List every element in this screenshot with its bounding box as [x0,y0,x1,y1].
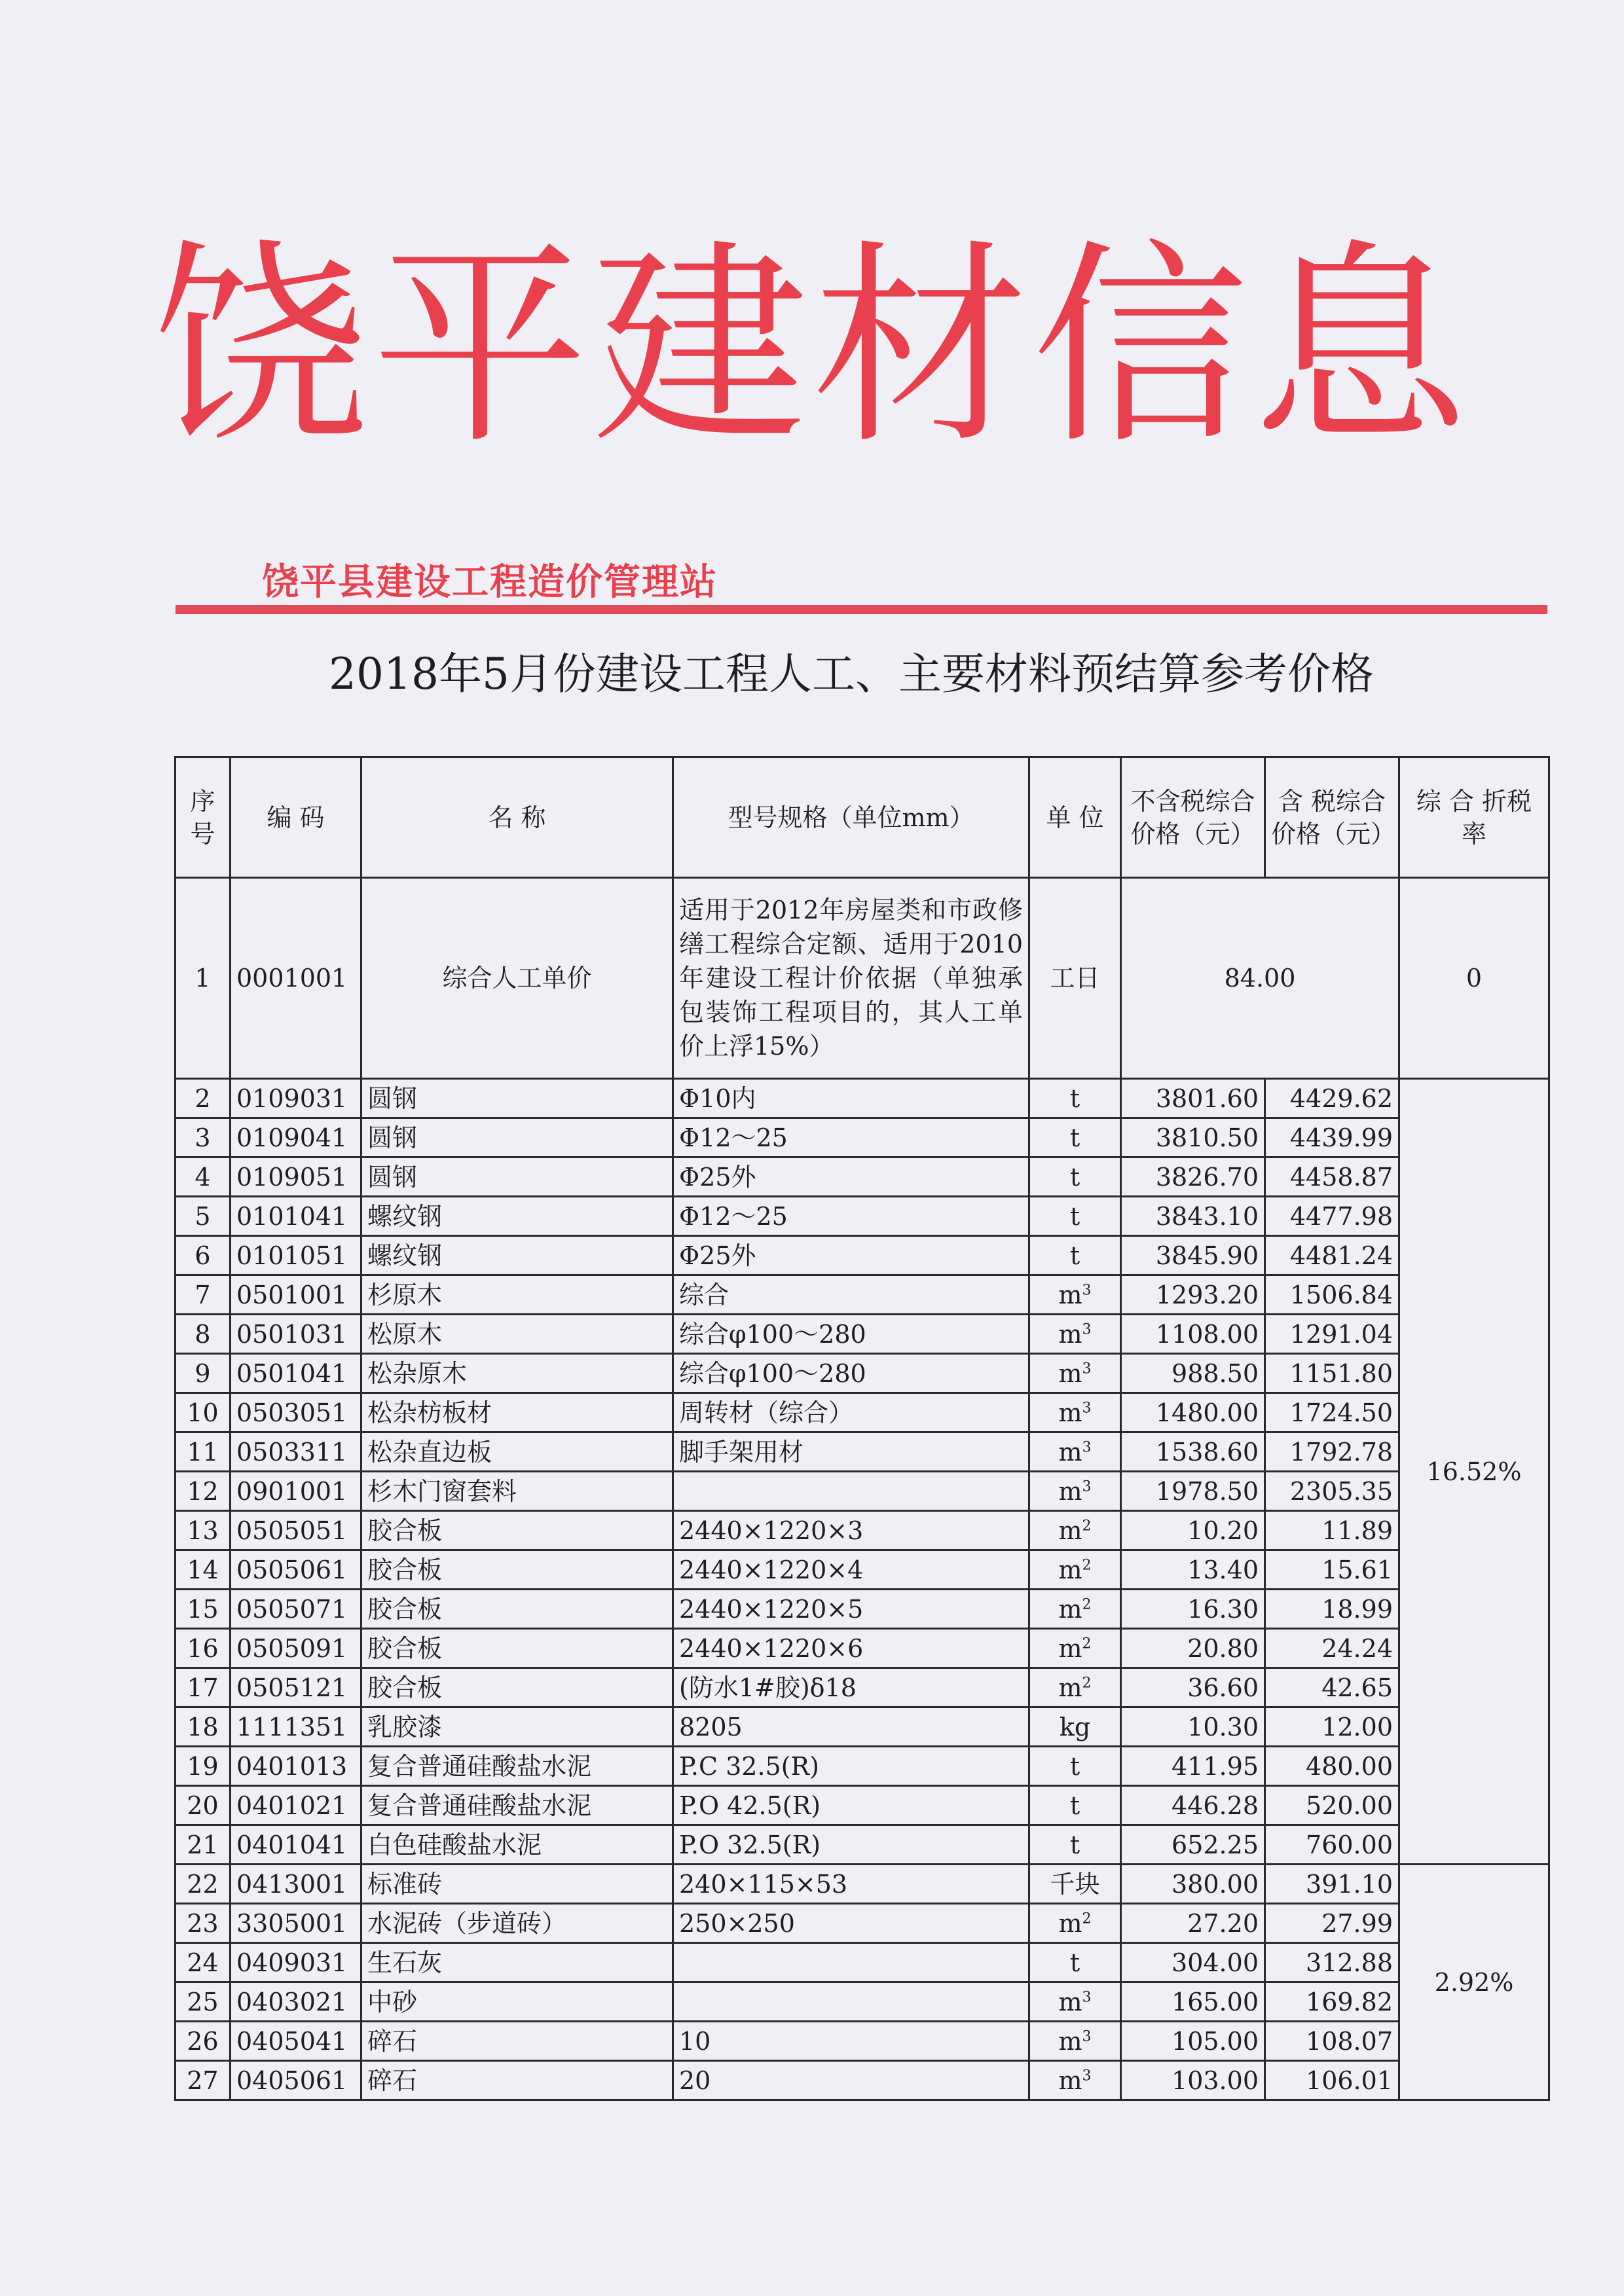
cell-seq: 18 [175,1707,231,1747]
cell-name: 复合普通硅酸盐水泥 [361,1786,673,1825]
cell-rate: 0 [1399,878,1549,1079]
table-row [175,1079,1549,1118]
cell-price: 84.00 [1121,878,1399,1079]
table-row [175,1707,1549,1747]
cell-price-incl: 11.89 [1265,1511,1399,1550]
cell-spec: 综合 [673,1275,1029,1315]
cell-unit [1029,1511,1121,1550]
unit-text: 千块 [1050,1869,1100,1899]
cell-name: 水泥砖（步道砖） [361,1904,673,1943]
header-seq: 序号 [175,757,231,878]
cell-seq: 14 [175,1550,231,1590]
cell-spec: Φ10内 [673,1079,1029,1118]
cell-unit [1029,1904,1121,1943]
cell-code: 0505071 [231,1590,361,1629]
unit-text: m [1058,1908,1082,1938]
cell-price-excl: 652.25 [1121,1825,1265,1865]
cell-unit [1029,1079,1121,1118]
unit-exponent: 3 [1082,2067,1092,2084]
cell-unit [1029,1354,1121,1393]
cell-name: 松原木 [361,1315,673,1354]
cell-unit [1029,1590,1121,1629]
table-row [175,1511,1549,1550]
table-row [175,1393,1549,1432]
unit-text: m [1058,1437,1082,1467]
table-row [175,1197,1549,1236]
cell-code: 0503051 [231,1393,361,1432]
unit-text: m [1058,1987,1082,2016]
cell-unit [1029,1197,1121,1236]
cell-unit [1029,1393,1121,1432]
header-price-incl: 含 税综合价格（元） [1265,757,1399,878]
cell-price-excl: 380.00 [1121,1865,1265,1904]
cell-code: 0501041 [231,1354,361,1393]
cell-price-excl: 1978.50 [1121,1472,1265,1511]
cell-price-excl: 20.80 [1121,1629,1265,1668]
table-row [175,1668,1549,1707]
cell-seq: 15 [175,1590,231,1629]
unit-text: m [1058,1594,1082,1624]
cell-seq: 12 [175,1472,231,1511]
table-row [175,1432,1549,1472]
cell-price-excl: 1480.00 [1121,1393,1265,1432]
table-row [175,1904,1549,1943]
cell-name: 生石灰 [361,1943,673,1982]
cell-name: 标准砖 [361,1865,673,1904]
table-row [175,1315,1549,1354]
price-table [174,756,1550,2101]
cell-seq: 5 [175,1197,231,1236]
unit-text: t [1069,1830,1080,1859]
cell-code: 0109031 [231,1079,361,1118]
cell-seq: 21 [175,1825,231,1865]
cell-spec: P.O 32.5(R) [673,1825,1029,1865]
table-row [175,1118,1549,1157]
table-row [175,1590,1549,1629]
cell-unit [1029,2061,1121,2100]
unit-text: m [1058,1358,1082,1388]
table-row [175,1354,1549,1393]
cell-code: 0401013 [231,1747,361,1786]
cell-spec [673,1982,1029,2022]
cell-price-excl: 10.30 [1121,1707,1265,1747]
cell-seq: 25 [175,1982,231,2022]
cell-spec: (防水1#胶)δ18 [673,1668,1029,1707]
cell-price-excl: 411.95 [1121,1747,1265,1786]
cell-unit [1029,1118,1121,1157]
cell-name: 胶合板 [361,1629,673,1668]
cell-spec [673,1943,1029,1982]
cell-code: 0503311 [231,1432,361,1472]
cell-price-excl: 3843.10 [1121,1197,1265,1236]
cell-unit: 工日 [1029,878,1121,1079]
cell-unit [1029,1747,1121,1786]
cell-price-excl: 1293.20 [1121,1275,1265,1315]
unit-text: t [1069,1751,1080,1781]
cell-unit [1029,1472,1121,1511]
cell-code: 0001001 [231,878,361,1079]
cell-spec: 8205 [673,1707,1029,1747]
unit-text: m [1058,1476,1082,1506]
unit-exponent: 3 [1082,1321,1092,1338]
header-code: 编 码 [231,757,361,878]
cell-spec: Φ25外 [673,1157,1029,1197]
header-row [175,757,1549,878]
cell-code: 0505121 [231,1668,361,1707]
cell-price-excl: 304.00 [1121,1943,1265,1982]
unit-exponent: 2 [1082,1595,1092,1613]
issuer-name: 饶平县建设工程造价管理站 [262,561,718,604]
unit-text: m [1058,1280,1082,1309]
document-title: 2018年5月份建设工程人工、主要材料预结算参考价格 [329,649,1374,699]
cell-name: 松杂原木 [361,1354,673,1393]
unit-exponent: 2 [1082,1674,1092,1691]
cell-price-incl: 106.01 [1265,2061,1399,2100]
cell-code: 0101041 [231,1197,361,1236]
cell-seq: 24 [175,1943,231,1982]
unit-text: kg [1059,1712,1091,1741]
cell-name: 圆钢 [361,1118,673,1157]
cell-seq: 6 [175,1236,231,1275]
cell-seq: 17 [175,1668,231,1707]
cell-price-incl: 4458.87 [1265,1157,1399,1197]
cell-code: 0505061 [231,1550,361,1590]
cell-name: 胶合板 [361,1550,673,1590]
cell-unit [1029,1550,1121,1590]
cell-seq: 7 [175,1275,231,1315]
unit-text: t [1069,1201,1080,1231]
cell-seq: 22 [175,1865,231,1904]
unit-text: t [1069,1162,1080,1192]
cell-name: 胶合板 [361,1590,673,1629]
cell-code: 1111351 [231,1707,361,1747]
cell-price-incl: 4429.62 [1265,1079,1399,1118]
cell-name: 中砂 [361,1982,673,2022]
cell-spec: 2440×1220×4 [673,1550,1029,1590]
unit-text: t [1069,1791,1080,1820]
unit-text: m [1058,1398,1082,1427]
cell-code: 0401021 [231,1786,361,1825]
cell-spec: 2440×1220×6 [673,1629,1029,1668]
cell-spec: 2440×1220×5 [673,1590,1029,1629]
cell-price-incl: 27.99 [1265,1904,1399,1943]
cell-code: 0401041 [231,1825,361,1865]
cell-seq: 2 [175,1079,231,1118]
cell-price-excl: 105.00 [1121,2022,1265,2061]
unit-exponent: 3 [1082,1399,1092,1416]
cell-name: 复合普通硅酸盐水泥 [361,1747,673,1786]
cell-unit [1029,1786,1121,1825]
table-row [175,1943,1549,1982]
cell-spec: 20 [673,2061,1029,2100]
unit-text: t [1069,1123,1080,1152]
cell-price-incl: 760.00 [1265,1825,1399,1865]
table-row-labor [175,878,1549,1079]
table-row [175,1275,1549,1315]
unit-exponent: 3 [1082,1281,1092,1298]
unit-text: m [1058,1633,1082,1663]
table-row [175,1786,1549,1825]
cell-spec [673,1472,1029,1511]
cell-spec: 2440×1220×3 [673,1511,1029,1550]
cell-seq: 23 [175,1904,231,1943]
cell-code: 0109041 [231,1118,361,1157]
cell-unit [1029,1668,1121,1707]
cell-price-excl: 13.40 [1121,1550,1265,1590]
table-row [175,2022,1549,2061]
cell-code: 0109051 [231,1157,361,1197]
cell-spec: 周转材（综合） [673,1393,1029,1432]
cell-rate-group: 16.52% [1399,1079,1549,1865]
cell-price-incl: 4481.24 [1265,1236,1399,1275]
cell-code: 0501031 [231,1315,361,1354]
cell-spec: P.O 42.5(R) [673,1786,1029,1825]
cell-unit [1029,1943,1121,1982]
cell-price-incl: 18.99 [1265,1590,1399,1629]
cell-price-incl: 4477.98 [1265,1197,1399,1236]
table-row [175,1157,1549,1197]
cell-price-incl: 1291.04 [1265,1315,1399,1354]
cell-price-incl: 1724.50 [1265,1393,1399,1432]
cell-seq: 9 [175,1354,231,1393]
cell-name: 螺纹钢 [361,1236,673,1275]
cell-price-incl: 42.65 [1265,1668,1399,1707]
cell-seq: 4 [175,1157,231,1197]
cell-name: 松杂直边板 [361,1432,673,1472]
unit-exponent: 2 [1082,1910,1092,1927]
cell-seq: 27 [175,2061,231,2100]
cell-code: 0101051 [231,1236,361,1275]
cell-price-incl: 4439.99 [1265,1118,1399,1157]
header-name: 名 称 [361,757,673,878]
cell-seq: 13 [175,1511,231,1550]
table-row [175,1825,1549,1865]
unit-text: t [1069,1241,1080,1270]
cell-spec: Φ25外 [673,1236,1029,1275]
cell-spec: P.C 32.5(R) [673,1747,1029,1786]
cell-price-incl: 169.82 [1265,1982,1399,2022]
cell-price-incl: 2305.35 [1265,1472,1399,1511]
cell-price-excl: 10.20 [1121,1511,1265,1550]
cell-spec: 综合φ100～280 [673,1354,1029,1393]
cell-code: 0901001 [231,1472,361,1511]
cell-unit [1029,1982,1121,2022]
cell-code: 0409031 [231,1943,361,1982]
cell-spec: 240×115×53 [673,1865,1029,1904]
unit-text: m [1058,2026,1082,2056]
cell-name: 松杂枋板材 [361,1393,673,1432]
cell-unit [1029,1825,1121,1865]
unit-exponent: 2 [1082,1517,1092,1534]
table-row [175,2061,1549,2100]
cell-seq: 16 [175,1629,231,1668]
cell-code: 0505091 [231,1629,361,1668]
cell-price-excl: 446.28 [1121,1786,1265,1825]
cell-spec: 脚手架用材 [673,1432,1029,1472]
cell-unit [1029,1275,1121,1315]
cell-price-excl: 3801.60 [1121,1079,1265,1118]
cell-price-excl: 27.20 [1121,1904,1265,1943]
cell-price-incl: 391.10 [1265,1865,1399,1904]
table-row [175,1472,1549,1511]
unit-text: t [1069,1948,1080,1977]
cell-seq: 3 [175,1118,231,1157]
cell-code: 3305001 [231,1904,361,1943]
cell-name: 杉原木 [361,1275,673,1315]
cell-price-excl: 1538.60 [1121,1432,1265,1472]
cell-price-incl: 15.61 [1265,1550,1399,1590]
header-rate: 综 合 折税率 [1399,757,1549,878]
cell-rate-group: 2.92% [1399,1865,1549,2100]
unit-exponent: 3 [1082,1988,1092,2005]
unit-exponent: 3 [1082,2028,1092,2045]
table-row [175,1865,1549,1904]
cell-spec: 适用于2012年房屋类和市政修缮工程综合定额、适用于2010年建设工程计价依据（单独承包装饰工程项目的，其人工单价上浮15%） [673,878,1029,1079]
cell-spec: 10 [673,2022,1029,2061]
header-price-excl: 不含税综合价格（元） [1121,757,1265,878]
cell-unit [1029,1865,1121,1904]
cell-unit [1029,1707,1121,1747]
cell-unit [1029,1157,1121,1197]
table-row [175,1982,1549,2022]
cell-price-incl: 108.07 [1265,2022,1399,2061]
cell-name: 白色硅酸盐水泥 [361,1825,673,1865]
cell-code: 0403021 [231,1982,361,2022]
unit-exponent: 3 [1082,1360,1092,1377]
cell-price-incl: 1151.80 [1265,1354,1399,1393]
cell-unit [1029,2022,1121,2061]
table-row [175,1550,1549,1590]
cell-code: 0413001 [231,1865,361,1904]
cell-spec: 综合φ100～280 [673,1315,1029,1354]
cell-spec: 250×250 [673,1904,1029,1943]
masthead-title: 饶平建材信息 [152,221,1472,473]
cell-price-excl: 988.50 [1121,1354,1265,1393]
cell-price-excl: 3845.90 [1121,1236,1265,1275]
cell-price-excl: 1108.00 [1121,1315,1265,1354]
unit-text: m [1058,1516,1082,1545]
unit-exponent: 2 [1082,1635,1092,1652]
cell-unit [1029,1315,1121,1354]
cell-seq: 10 [175,1393,231,1432]
header-unit: 单 位 [1029,757,1121,878]
cell-price-incl: 480.00 [1265,1747,1399,1786]
cell-seq: 1 [175,878,231,1079]
unit-exponent: 3 [1082,1478,1092,1495]
table-row [175,1629,1549,1668]
cell-code: 0501001 [231,1275,361,1315]
unit-exponent: 2 [1082,1556,1092,1573]
cell-unit [1029,1236,1121,1275]
cell-code: 0405041 [231,2022,361,2061]
cell-seq: 19 [175,1747,231,1786]
unit-text: t [1069,1084,1080,1113]
cell-spec: Φ12～25 [673,1118,1029,1157]
cell-name: 圆钢 [361,1157,673,1197]
cell-price-incl: 520.00 [1265,1786,1399,1825]
cell-code: 0505051 [231,1511,361,1550]
cell-name: 胶合板 [361,1668,673,1707]
cell-name: 碎石 [361,2061,673,2100]
cell-unit [1029,1629,1121,1668]
cell-price-excl: 3826.70 [1121,1157,1265,1197]
cell-price-incl: 24.24 [1265,1629,1399,1668]
cell-price-incl: 312.88 [1265,1943,1399,1982]
cell-spec: Φ12～25 [673,1197,1029,1236]
header-spec: 型号规格（单位mm） [673,757,1029,878]
cell-code: 0405061 [231,2061,361,2100]
cell-price-incl: 12.00 [1265,1707,1399,1747]
unit-exponent: 3 [1082,1438,1092,1455]
red-divider [175,605,1547,614]
cell-price-excl: 16.30 [1121,1590,1265,1629]
cell-price-excl: 103.00 [1121,2061,1265,2100]
table-row [175,1747,1549,1786]
cell-name: 碎石 [361,2022,673,2061]
cell-name: 胶合板 [361,1511,673,1550]
cell-name: 乳胶漆 [361,1707,673,1747]
cell-price-excl: 36.60 [1121,1668,1265,1707]
cell-seq: 8 [175,1315,231,1354]
cell-price-excl: 165.00 [1121,1982,1265,2022]
cell-name: 圆钢 [361,1079,673,1118]
unit-text: m [1058,2066,1082,2095]
cell-name: 综合人工单价 [361,878,673,1079]
unit-text: m [1058,1319,1082,1349]
cell-unit [1029,1432,1121,1472]
cell-price-excl: 3810.50 [1121,1118,1265,1157]
cell-price-incl: 1792.78 [1265,1432,1399,1472]
cell-name: 杉木门窗套料 [361,1472,673,1511]
unit-text: m [1058,1673,1082,1702]
cell-price-incl: 1506.84 [1265,1275,1399,1315]
cell-seq: 20 [175,1786,231,1825]
cell-name: 螺纹钢 [361,1197,673,1236]
table-row [175,1236,1549,1275]
unit-text: m [1058,1555,1082,1584]
cell-seq: 11 [175,1432,231,1472]
cell-seq: 26 [175,2022,231,2061]
